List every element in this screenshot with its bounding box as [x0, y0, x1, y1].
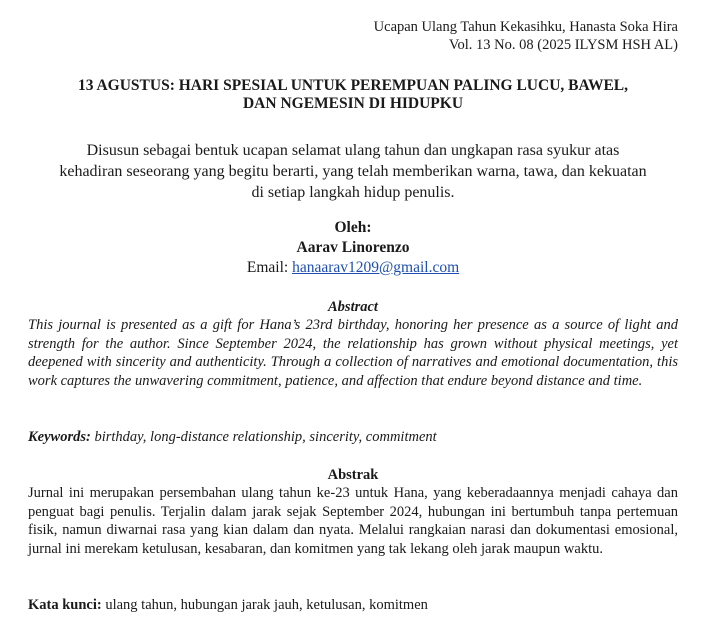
running-head-volume: Vol. 13 No. 08 (2025 ILYSM HSH AL) — [448, 37, 678, 53]
abstract-body: This journal is presented as a gift for Hana’s 23rd birthday, honoring her presence as a source of light and strength for the author. Since September 2024, the relationship has grown without physical meetings, yet deepened with sincerity and authenticity. Through a collection of narratives and emotional documentation, this work captures the unwavering commitment, patience, and affection that endure beyond distance and time. — [28, 317, 678, 389]
abstrak-body: Jurnal ini merupakan persembahan ulang tahun ke-23 untuk Hana, yang keberadaannya menjadi cahaya dan penguat bagi penulis. Terjalin dalam jarak sejak September 2024, hubungan ini bertumbuh tanpa pertemuan fisik, namun diwarnai rasa yang kian dalam dan nyata. Melalui rangkaian narasi dan dokumentasi emosional, jurnal ini merekam ketulusan, kesabaran, dan komitmen yang tak lekang oleh jarak maupun waktu. — [28, 485, 678, 557]
keywords-indonesian — [28, 596, 678, 614]
abstract-indonesian — [28, 466, 678, 558]
running-head-journal: Ucapan Ulang Tahun Kekasihku, Hanasta Soka Hira — [373, 19, 678, 35]
abstract-english — [28, 298, 678, 390]
subtitle-line-3: di setiap langkah hidup penulis. — [251, 184, 455, 201]
kata-kunci-text: ulang tahun, hubungan jarak jauh, ketulusan, komitmen — [105, 597, 428, 613]
paper-title — [20, 77, 686, 113]
paper-title-line-1: 13 AGUSTUS: HARI SPESIAL UNTUK PEREMPUAN PALING LUCU, BAWEL, — [77, 77, 629, 94]
running-head — [374, 18, 678, 54]
author-email-line — [0, 258, 706, 278]
keywords-label: Keywords: — [28, 429, 91, 445]
email-label: Email: — [246, 259, 289, 276]
abstrak-heading: Abstrak — [327, 467, 379, 483]
subtitle-line-2: kehadiran seseorang yang begitu berarti, yang telah memberikan warna, tawa, dan kekuatan — [59, 163, 647, 180]
kata-kunci-label: Kata kunci: — [28, 597, 102, 613]
paper-subtitle — [24, 140, 682, 203]
author-label: Oleh: — [334, 219, 372, 236]
subtitle-line-1: Disusun sebagai bentuk ucapan selamat ulang tahun dan ungkapan rasa syukur atas — [86, 142, 620, 159]
author-block — [0, 218, 706, 278]
abstract-heading: Abstract — [328, 299, 378, 315]
author-name: Aarav Linorenzo — [296, 239, 410, 256]
keywords-english — [28, 428, 678, 446]
email-link[interactable]: hanaarav1209@gmail.com — [292, 259, 460, 276]
paper-title-line-2: DAN NGEMESIN DI HIDUPKU — [242, 95, 464, 112]
keywords-text: birthday, long-distance relationship, sincerity, commitment — [94, 429, 437, 445]
